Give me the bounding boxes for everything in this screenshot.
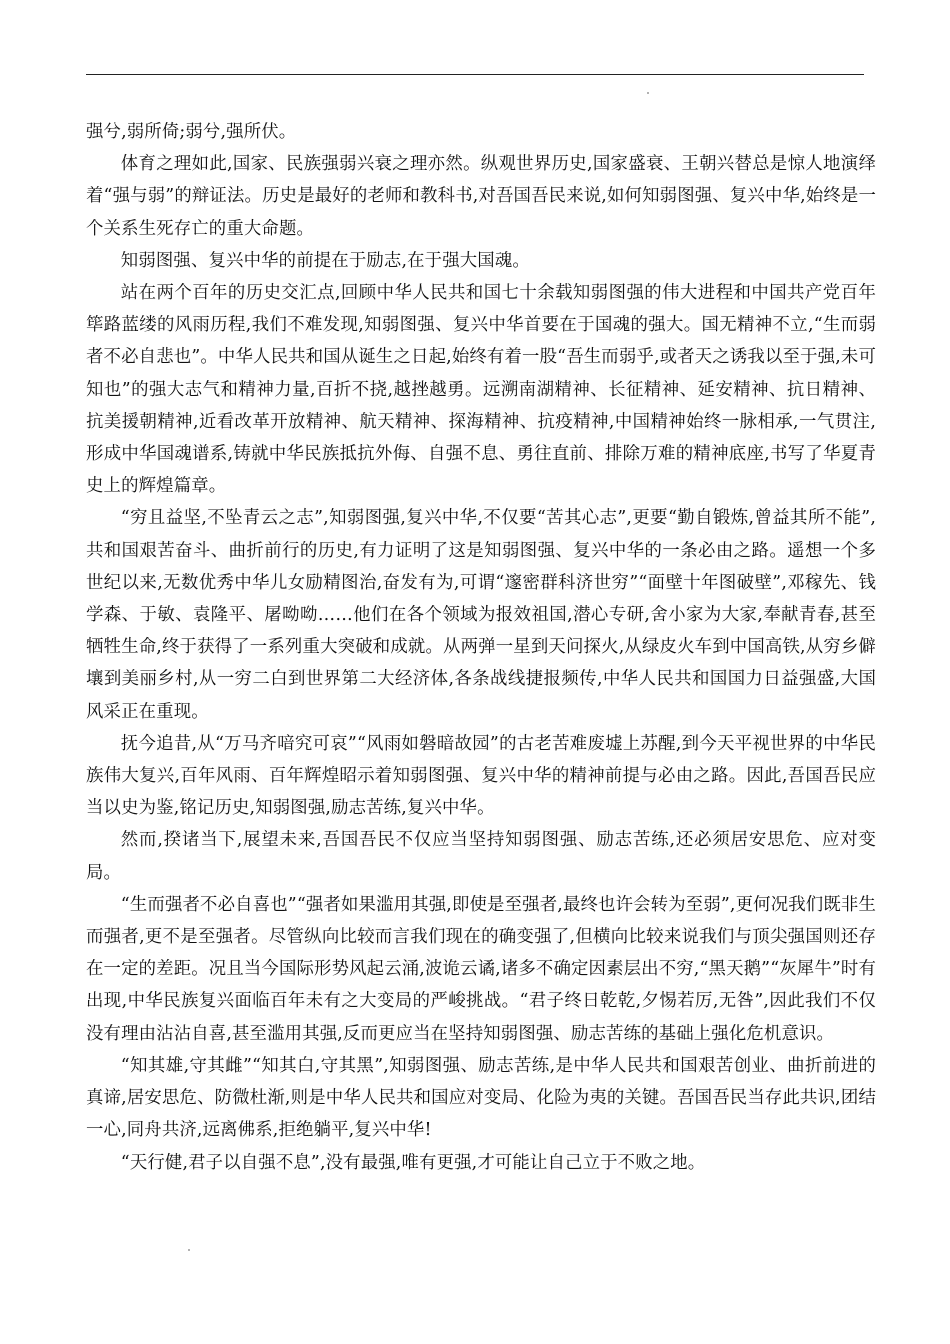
paragraph: 站在两个百年的历史交汇点,回顾中华人民共和国七十余载知弱图强的伟大进程和中国共产党百年筚路蓝缕的风雨历程,我们不难发现,知弱图强、复兴中华首要在于国魂的强大。国无精神不立,“生而弱者不必自悲也”。中华人民共和国从诞生之日起,始终有着一股“吾生而弱乎,或者天之诱我以至于强,未可知也”的强大志气和精神力量,百折不挠,越挫越勇。远溯南湖精神、长征精神、延安精神、抗日精神、抗美援朝精神,近看改革开放精神、航天精神、探海精神、抗疫精神,中国精神始终一脉相承,一气贯注,形成中华国魂谱系,铸就中华民族抵抗外侮、自强不息、勇往直前、排除万难的精神底座,书写了华夏青史上的辉煌篇章。 — [86, 283, 876, 497]
paragraph: 抚今追昔,从“万马齐喑究可哀”“风雨如磐暗故园”的古老苦难废墟上苏醒,到今天平视世界的中华民族伟大复兴,百年风雨、百年辉煌昭示着知弱图强、复兴中华的精神前提与必由之路。因此,吾国吾民应当以史为鉴,铭记历史,知弱图强,励志苦练,复兴中华。 — [86, 733, 876, 819]
paragraph: “知其雄,守其雌”“知其白,守其黑”,知弱图强、励志苦练,是中华人民共和国艰苦创业、曲折前进的真谛,居安思危、防微杜渐,则是中华人民共和国应对变局、化险为夷的关键。吾国吾民当存此共识,团结一心,同舟共济,远离佛系,拒绝躺平,复兴中华! — [86, 1055, 876, 1141]
header-rule — [86, 74, 864, 75]
paragraph: “穷且益坚,不坠青云之志”,知弱图强,复兴中华,不仅要“苦其心志”,更要“勤自锻炼,曾益其所不能”,共和国艰苦奋斗、曲折前行的历史,有力证明了这是知弱图强、复兴中华的一条必由之路。遥想一个多世纪以来,无数优秀中华儿女励精图治,奋发有为,可谓“邃密群科济世穷”“面壁十年图破壁”,邓稼先、钱学森、于敏、袁隆平、屠呦呦……他们在各个领域为报效祖国,潜心专研,舍小家为大家,奉献青春,甚至牺牲生命,终于获得了一系列重大突破和成就。从两弹一星到天问探火,从绿皮火车到中国高铁,从穷乡僻壤到美丽乡村,从一穷二白到世界第二大经济体,各条战线捷报频传,中华人民共和国国力日益强盛,大国风采正在重现。 — [86, 508, 876, 722]
paragraph: 强兮,弱所倚;弱兮,强所伏。 — [86, 122, 297, 142]
paragraph: 然而,揆诸当下,展望未来,吾国吾民不仅应当坚持知弱图强、励志苦练,还必须居安思危、应对变局。 — [86, 830, 876, 883]
article-body — [86, 116, 876, 1179]
paragraph: 体育之理如此,国家、民族强弱兴衰之理亦然。纵观世界历史,国家盛衰、王朝兴替总是惊人地演绎着“强与弱”的辩证法。历史是最好的老师和教科书,对吾国吾民来说,如何知弱图强、复兴中华,始终是一个关系生死存亡的重大命题。 — [86, 154, 876, 239]
scan-speck — [647, 92, 649, 94]
paragraph: “天行健,君子以自强不息”,没有最强,唯有更强,才可能让自己立于不败之地。 — [120, 1152, 706, 1173]
paragraph: 知弱图强、复兴中华的前提在于励志,在于强大国魂。 — [120, 250, 530, 271]
paragraph: “生而强者不必自喜也”“强者如果滥用其强,即使是至强者,最终也许会转为至弱”,更何况我们既非生而强者,更不是至强者。尽管纵向比较而言我们现在的确变强了,但横向比较来说我们与顶尖强国则还存在一定的差距。况且当今国际形势风起云涌,波诡云谲,诸多不确定因素层出不穷,“黑天鹅”“灰犀牛”时有出现,中华民族复兴面临百年未有之大变局的严峻挑战。“君子终日乾乾,夕惕若厉,无咎”,因此我们不仅没有理由沾沾自喜,甚至滥用其强,反而更应当在坚持知弱图强、励志苦练的基础上强化危机意识。 — [86, 894, 876, 1044]
scan-speck — [188, 1249, 190, 1251]
